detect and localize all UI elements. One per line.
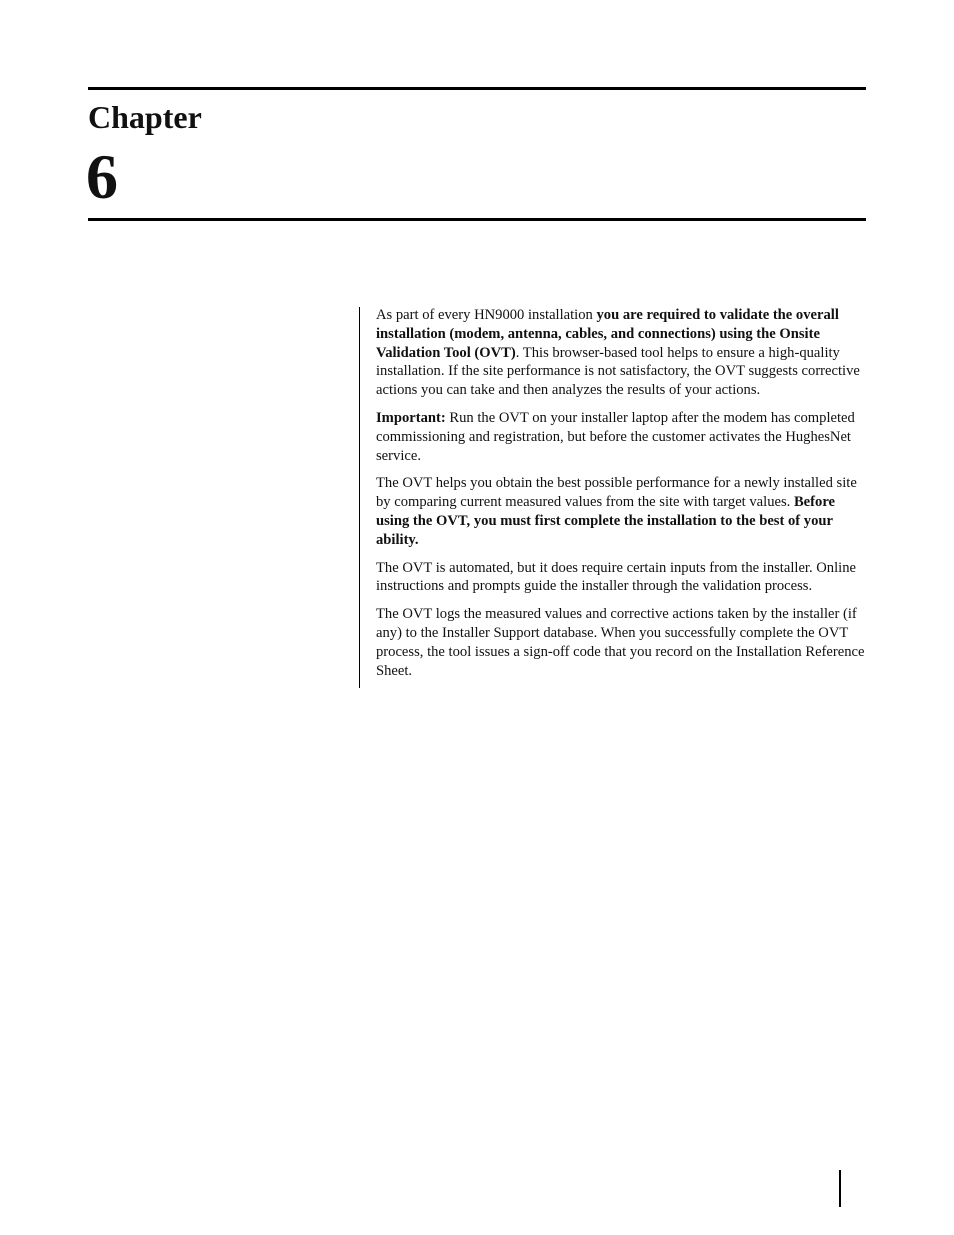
chapter-number: 6	[86, 141, 118, 212]
paragraph-rest-text: . This browser-based tool helps to ensure a high-quality installation. If the site performance is not satisfactory, the OVT suggests corrective actions you can take and then analyzes the results of your actions.	[376, 344, 860, 399]
paragraph-ovt-requirement	[376, 306, 868, 400]
important-text: Run the OVT on your installer laptop after the modem has completed commissioning and registration, but before the customer activates the HughesNet service.	[376, 409, 855, 464]
change-bar	[359, 307, 360, 688]
important-label: Important:	[376, 409, 446, 426]
paragraph-intro-text: As part of every HN9000 installation	[376, 307, 597, 323]
chapter-top-rule	[88, 87, 866, 90]
chapter-bottom-rule	[88, 218, 866, 221]
paragraph-bold-requirement: you are required to validate the overall installation (modem, antenna, cables, and connections) using the Onsite Validation Tool (OVT)	[376, 307, 839, 361]
paragraph-important-note	[376, 409, 868, 465]
chapter-label: Chapter	[88, 99, 202, 135]
chapter-intro-text	[376, 306, 868, 689]
page-edge-mark	[839, 1170, 841, 1207]
paragraph-ovt-automated: The OVT is automated, but it does require certain inputs from the installer. Online instructions and prompts guide the installer through the validation process.	[376, 559, 856, 595]
paragraph-ovt-logging: The OVT logs the measured values and corrective actions taken by the installer (if any) to the Installer Support database. When you successfully complete the OVT process, the tool issues a sign-off code that you record on the Installation Reference Sheet.	[376, 606, 865, 679]
performance-bold-text: Before using the OVT, you must first complete the installation to the best of your ability.	[376, 494, 836, 548]
paragraph-ovt-performance	[376, 474, 868, 549]
performance-text: The OVT helps you obtain the best possible performance for a newly installed site by comparing current measured values from the site with target values.	[376, 475, 857, 511]
